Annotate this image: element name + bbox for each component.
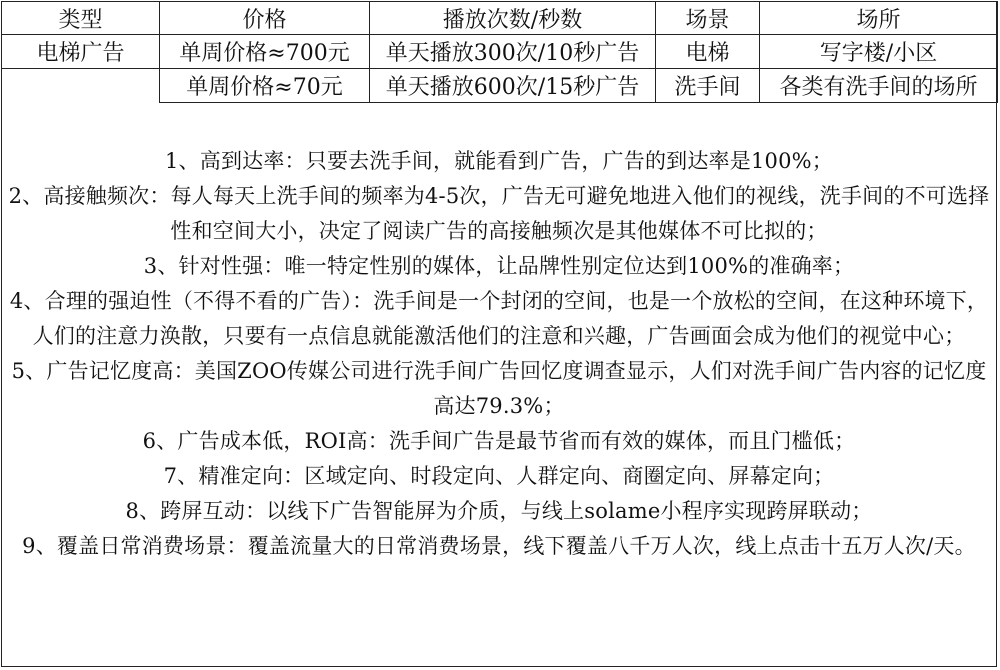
table-header-row (2, 2, 998, 35)
cell-plays: 单天播放600次/15秒广告 (370, 69, 656, 103)
advantage-item: 1、高到达率：只要去洗手间，就能看到广告，广告的到达率是100%； (165, 149, 833, 173)
ad-comparison-table (1, 1, 998, 103)
cell-type (2, 69, 160, 103)
header-plays: 播放次数/秒数 (370, 2, 656, 35)
table-row (2, 69, 998, 103)
table-row (2, 35, 998, 69)
cell-price: 单周价格≈700元 (160, 35, 370, 69)
advantage-item: 3、针对性强：唯一特定性别的媒体，让品牌性别定位达到100%的准确率； (143, 254, 855, 278)
cell-venue: 写字楼/小区 (760, 35, 998, 69)
header-scene: 场景 (656, 2, 760, 35)
cell-scene: 洗手间 (656, 69, 760, 103)
advantage-item: 5、广告记忆度高：美国ZOO传媒公司进行洗手间广告回忆度调查显示，人们对洗手间广告内容的记忆度高达79.3%； (11, 359, 987, 418)
advantages-list (1, 144, 997, 564)
advantage-item: 2、高接触频次：每人每天上洗手间的频率为4-5次，广告无可避免地进入他们的视线，洗手间的不可选择性和空间大小，决定了阅读广告的高接触频次是其他媒体不可比拟的； (8, 184, 990, 243)
cell-scene: 电梯 (656, 35, 760, 69)
header-price: 价格 (160, 2, 370, 35)
cell-type: 电梯广告 (2, 35, 160, 69)
advantage-item: 4、合理的强迫性（不得不看的广告）：洗手间是一个封闭的空间，也是一个放松的空间，在这种环境下，人们的注意力涣散，只要有一点信息就能激活他们的注意和兴趣，广告画面会成为他们的视觉中心； (9, 289, 989, 348)
advantage-item: 9、覆盖日常消费场景：覆盖流量大的日常消费场景，线下覆盖八千万人次，线上点击十五万人次/天。 (22, 534, 976, 558)
cell-price: 单周价格≈70元 (160, 69, 370, 103)
header-venue: 场所 (760, 2, 998, 35)
advantage-item: 8、跨屏互动：以线下广告智能屏为介质，与线上solame小程序实现跨屏联动； (125, 499, 873, 523)
header-type: 类型 (2, 2, 160, 35)
cell-plays: 单天播放300次/10秒广告 (370, 35, 656, 69)
advantage-item: 6、广告成本低，ROI高：洗手间广告是最节省而有效的媒体，而且门槛低； (142, 429, 856, 453)
advantage-item: 7、精准定向：区域定向、时段定向、人群定向、商圈定向、屏幕定向； (163, 464, 835, 488)
cell-venue: 各类有洗手间的场所 (760, 69, 998, 103)
